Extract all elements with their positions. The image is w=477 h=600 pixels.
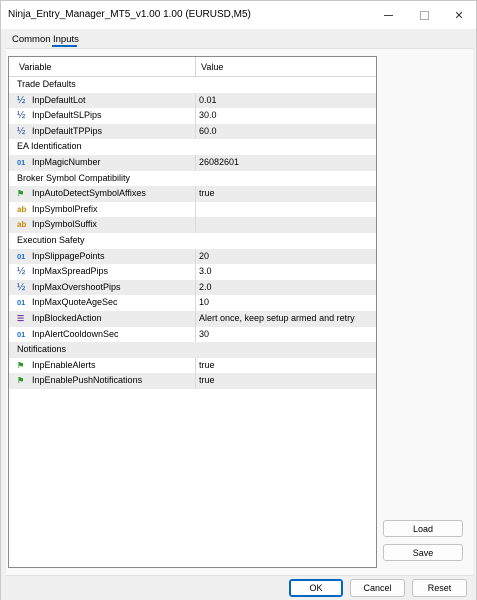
table-row[interactable] bbox=[9, 108, 376, 124]
variable-value[interactable]: 30.0 bbox=[199, 110, 217, 121]
variable-value[interactable]: 3.0 bbox=[199, 266, 212, 277]
variable-value[interactable]: 60.0 bbox=[199, 125, 217, 136]
variable-value[interactable]: 30 bbox=[199, 328, 210, 339]
table-row[interactable] bbox=[9, 311, 376, 327]
table-row[interactable] bbox=[9, 124, 376, 140]
group-label: Broker Symbol Compatibility bbox=[17, 172, 131, 183]
integer-icon: 01 bbox=[17, 298, 26, 308]
ok-button[interactable]: OK bbox=[289, 579, 343, 597]
window-title: Ninja_Entry_Manager_MT5_v1.00 1.00 (EURUSD,M5) bbox=[8, 9, 251, 20]
column-header-value[interactable]: Value bbox=[201, 62, 224, 72]
bool-flag-icon: ⚑ bbox=[17, 376, 25, 386]
maximize-icon bbox=[420, 11, 429, 20]
load-button[interactable]: Load bbox=[383, 520, 463, 537]
variable-name: InpDefaultSLPips bbox=[32, 110, 102, 121]
table-header bbox=[9, 57, 376, 77]
cell-divider bbox=[195, 264, 196, 280]
column-header-variable[interactable]: Variable bbox=[19, 62, 52, 72]
close-icon: ✕ bbox=[454, 9, 464, 22]
variable-value[interactable]: 2.0 bbox=[199, 281, 212, 292]
title-bar[interactable] bbox=[1, 1, 476, 29]
cell-divider bbox=[195, 311, 196, 327]
table-row[interactable] bbox=[9, 186, 376, 202]
cell-divider bbox=[195, 124, 196, 140]
variable-name: InpSymbolSuffix bbox=[32, 219, 97, 230]
column-divider[interactable] bbox=[195, 57, 196, 77]
cell-divider bbox=[195, 249, 196, 265]
minimize-icon bbox=[384, 15, 393, 16]
fraction-icon: ½ bbox=[17, 281, 26, 293]
table-row[interactable] bbox=[9, 155, 376, 171]
string-icon: ab bbox=[17, 220, 27, 230]
bool-flag-icon: ⚑ bbox=[17, 189, 25, 199]
group-label: Trade Defaults bbox=[17, 79, 76, 89]
table-row[interactable] bbox=[9, 202, 376, 218]
variable-name: InpMaxOvershootPips bbox=[32, 281, 121, 292]
variable-name: InpBlockedAction bbox=[32, 312, 102, 323]
variable-name: InpDefaultLot bbox=[32, 94, 86, 105]
cell-divider bbox=[195, 280, 196, 296]
group-label: Execution Safety bbox=[17, 234, 85, 245]
table-row[interactable] bbox=[9, 93, 376, 109]
enum-icon: ☰ bbox=[17, 313, 25, 323]
fraction-icon: ½ bbox=[17, 110, 26, 122]
tab-inputs[interactable]: Inputs bbox=[53, 34, 79, 45]
cell-divider bbox=[195, 155, 196, 171]
variable-name: InpSlippagePoints bbox=[32, 250, 105, 261]
integer-icon: 01 bbox=[17, 251, 26, 261]
table-row[interactable] bbox=[9, 264, 376, 280]
table-row[interactable] bbox=[9, 295, 376, 311]
variable-name: InpEnablePushNotifications bbox=[32, 375, 143, 386]
fraction-icon: ½ bbox=[17, 125, 26, 137]
variable-value[interactable]: true bbox=[199, 359, 215, 370]
variable-name: InpAutoDetectSymbolAffixes bbox=[32, 188, 146, 199]
minimize-button[interactable] bbox=[371, 1, 405, 29]
variable-name: InpEnableAlerts bbox=[32, 359, 96, 370]
reset-button[interactable]: Reset bbox=[412, 579, 467, 597]
table-row[interactable] bbox=[9, 217, 376, 233]
table-row[interactable] bbox=[9, 327, 376, 343]
cell-divider bbox=[195, 202, 196, 218]
variable-value[interactable]: Alert once, keep setup armed and retry bbox=[199, 312, 355, 323]
group-header-row[interactable] bbox=[9, 233, 376, 249]
close-button[interactable] bbox=[442, 1, 476, 29]
cell-divider bbox=[195, 93, 196, 109]
maximize-button[interactable] bbox=[407, 1, 441, 29]
table-row[interactable] bbox=[9, 358, 376, 374]
string-icon: ab bbox=[17, 204, 27, 214]
variable-name: InpMaxSpreadPips bbox=[32, 266, 109, 277]
variable-name: InpSymbolPrefix bbox=[32, 203, 98, 214]
table-row[interactable] bbox=[9, 280, 376, 296]
table-body bbox=[9, 77, 376, 389]
cell-divider bbox=[195, 327, 196, 343]
cell-divider bbox=[195, 373, 196, 389]
variable-name: InpAlertCooldownSec bbox=[32, 328, 119, 339]
variable-value[interactable]: 0.01 bbox=[199, 94, 217, 105]
integer-icon: 01 bbox=[17, 157, 26, 167]
cell-divider bbox=[195, 186, 196, 202]
group-label: EA Identification bbox=[17, 141, 82, 152]
save-button[interactable]: Save bbox=[383, 544, 463, 561]
cell-divider bbox=[195, 108, 196, 124]
cell-divider bbox=[195, 358, 196, 374]
variable-value[interactable]: 26082601 bbox=[199, 156, 240, 167]
cell-divider bbox=[195, 217, 196, 233]
variable-value[interactable]: true bbox=[199, 375, 215, 386]
fraction-icon: ½ bbox=[17, 266, 26, 278]
group-header-row[interactable] bbox=[9, 77, 376, 93]
group-header-row[interactable] bbox=[9, 139, 376, 155]
group-label: Notifications bbox=[17, 344, 67, 355]
table-row[interactable] bbox=[9, 249, 376, 265]
variable-value[interactable]: true bbox=[199, 188, 215, 199]
integer-icon: 01 bbox=[17, 329, 26, 339]
bool-flag-icon: ⚑ bbox=[17, 360, 25, 370]
group-header-row[interactable] bbox=[9, 342, 376, 358]
fraction-icon: ½ bbox=[17, 94, 26, 106]
group-header-row[interactable] bbox=[9, 171, 376, 187]
variable-value[interactable]: 10 bbox=[199, 297, 210, 308]
tab-common[interactable]: Common bbox=[12, 34, 51, 45]
variable-name: InpDefaultTPPips bbox=[32, 125, 103, 136]
variable-name: InpMaxQuoteAgeSec bbox=[32, 297, 118, 308]
cell-divider bbox=[195, 295, 196, 311]
variable-value[interactable]: 20 bbox=[199, 250, 210, 261]
inputs-table bbox=[8, 56, 377, 568]
active-tab-indicator bbox=[52, 45, 77, 47]
variable-name: InpMagicNumber bbox=[32, 156, 101, 167]
table-row[interactable] bbox=[9, 373, 376, 389]
cancel-button[interactable]: Cancel bbox=[350, 579, 405, 597]
dialog-footer bbox=[1, 576, 476, 600]
